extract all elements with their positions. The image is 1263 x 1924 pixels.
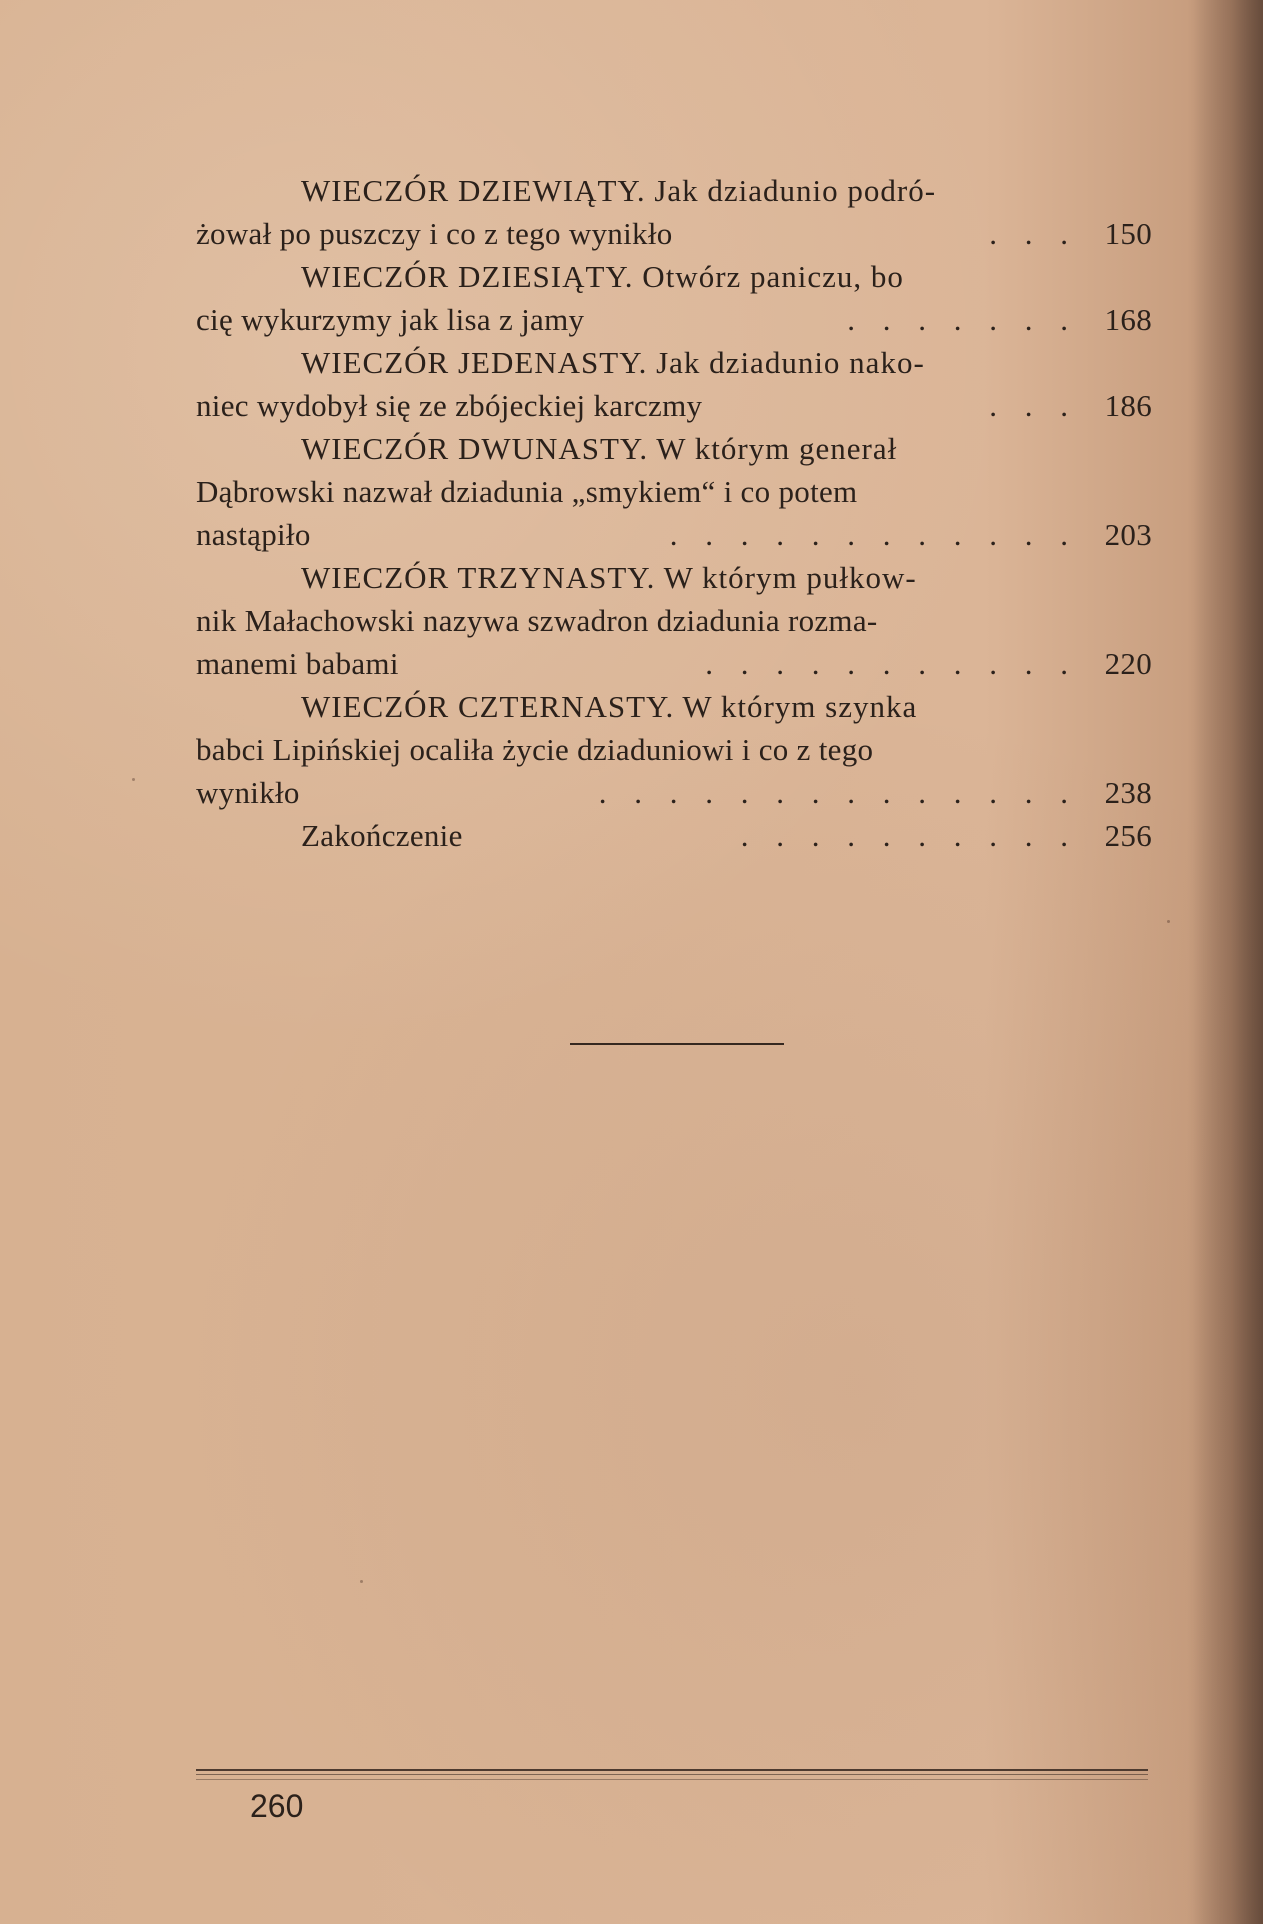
toc-entry-13-middle-line: nik Małachowski nazywa szwadron dziadunia rozma- (196, 603, 878, 638)
toc-entry-11-title: WIECZÓR JEDENASTY. Jak dziadunio nako- (301, 345, 925, 380)
footer-rule (196, 1779, 1148, 1780)
toc-entry-14-dot-leader: . . . . . . . . . . . . . . (598, 775, 1078, 810)
toc-entry-9-dot-leader: . . . (989, 216, 1078, 251)
footer-rule (196, 1774, 1148, 1775)
toc-entry-11-text: niec wydobył się ze zbójeckiej karczmy (196, 388, 703, 423)
toc-entry-14-middle-line: babci Lipińskiej ocaliła życie dziaduniowi i co z tego (196, 732, 874, 767)
toc-entry-10-text: cię wykurzymy jak lisa z jamy (196, 302, 585, 337)
toc-entry-12-middle-line: Dąbrowski nazwał dziadunia „smykiem“ i co potem (196, 474, 858, 509)
toc-entry-14-title: WIECZÓR CZTERNASTY. W którym szynka (301, 689, 918, 724)
page-number: 260 (250, 1788, 304, 1824)
toc-entry-13-dot-leader: . . . . . . . . . . . (705, 646, 1078, 681)
toc-entry-14-text: wynikło (196, 775, 300, 810)
footer-rule (196, 1769, 1148, 1771)
toc-entry-10-page: 168 (1104, 302, 1152, 337)
page-edge-shadow (1193, 0, 1263, 1924)
toc-entry-13-last-line (196, 643, 1152, 685)
toc-entry-11-dot-leader: . . . (989, 388, 1078, 423)
toc-entry-12-last-line (196, 514, 1152, 556)
toc-ending-text: Zakończenie (301, 818, 463, 853)
toc-entry-9-title: WIECZÓR DZIEWIĄTY. Jak dziadunio podró- (301, 173, 937, 208)
toc-entry-14-last-line (196, 772, 1152, 814)
toc-entry-9-text: żował po puszczy i co z tego wynikło (196, 216, 673, 251)
toc-ending-page: 256 (1104, 818, 1152, 853)
toc-entry-13-page: 220 (1104, 646, 1152, 681)
toc-entry-11-last-line (196, 385, 1152, 427)
toc-entry-13-title: WIECZÓR TRZYNASTY. W którym pułkow- (301, 560, 917, 595)
toc-entry-11-page: 186 (1104, 388, 1152, 423)
paper-speck (1167, 920, 1170, 923)
toc-entry-12-title: WIECZÓR DWUNASTY. W którym generał (301, 431, 898, 466)
paper-speck (360, 1580, 363, 1583)
toc-entry-12-text: nastąpiło (196, 517, 311, 552)
toc-entry-9-last-line (196, 213, 1152, 255)
paper-speck (132, 778, 135, 781)
toc-entry-12-dot-leader: . . . . . . . . . . . . (669, 517, 1078, 552)
toc-entry-12-page: 203 (1104, 517, 1152, 552)
toc-entry-10-last-line (196, 299, 1152, 341)
toc-entry-10-title: WIECZÓR DZIESIĄTY. Otwórz paniczu, bo (301, 259, 904, 294)
toc-entry-13-text: manemi babami (196, 646, 399, 681)
toc-ending-line (301, 815, 1152, 857)
toc-entry-10-dot-leader: . . . . . . . (847, 302, 1078, 337)
toc-entry-9-page: 150 (1104, 216, 1152, 251)
toc-ending-dot-leader: . . . . . . . . . . (740, 818, 1078, 853)
section-end-rule (570, 1043, 784, 1045)
toc-entry-14-page: 238 (1104, 775, 1152, 810)
